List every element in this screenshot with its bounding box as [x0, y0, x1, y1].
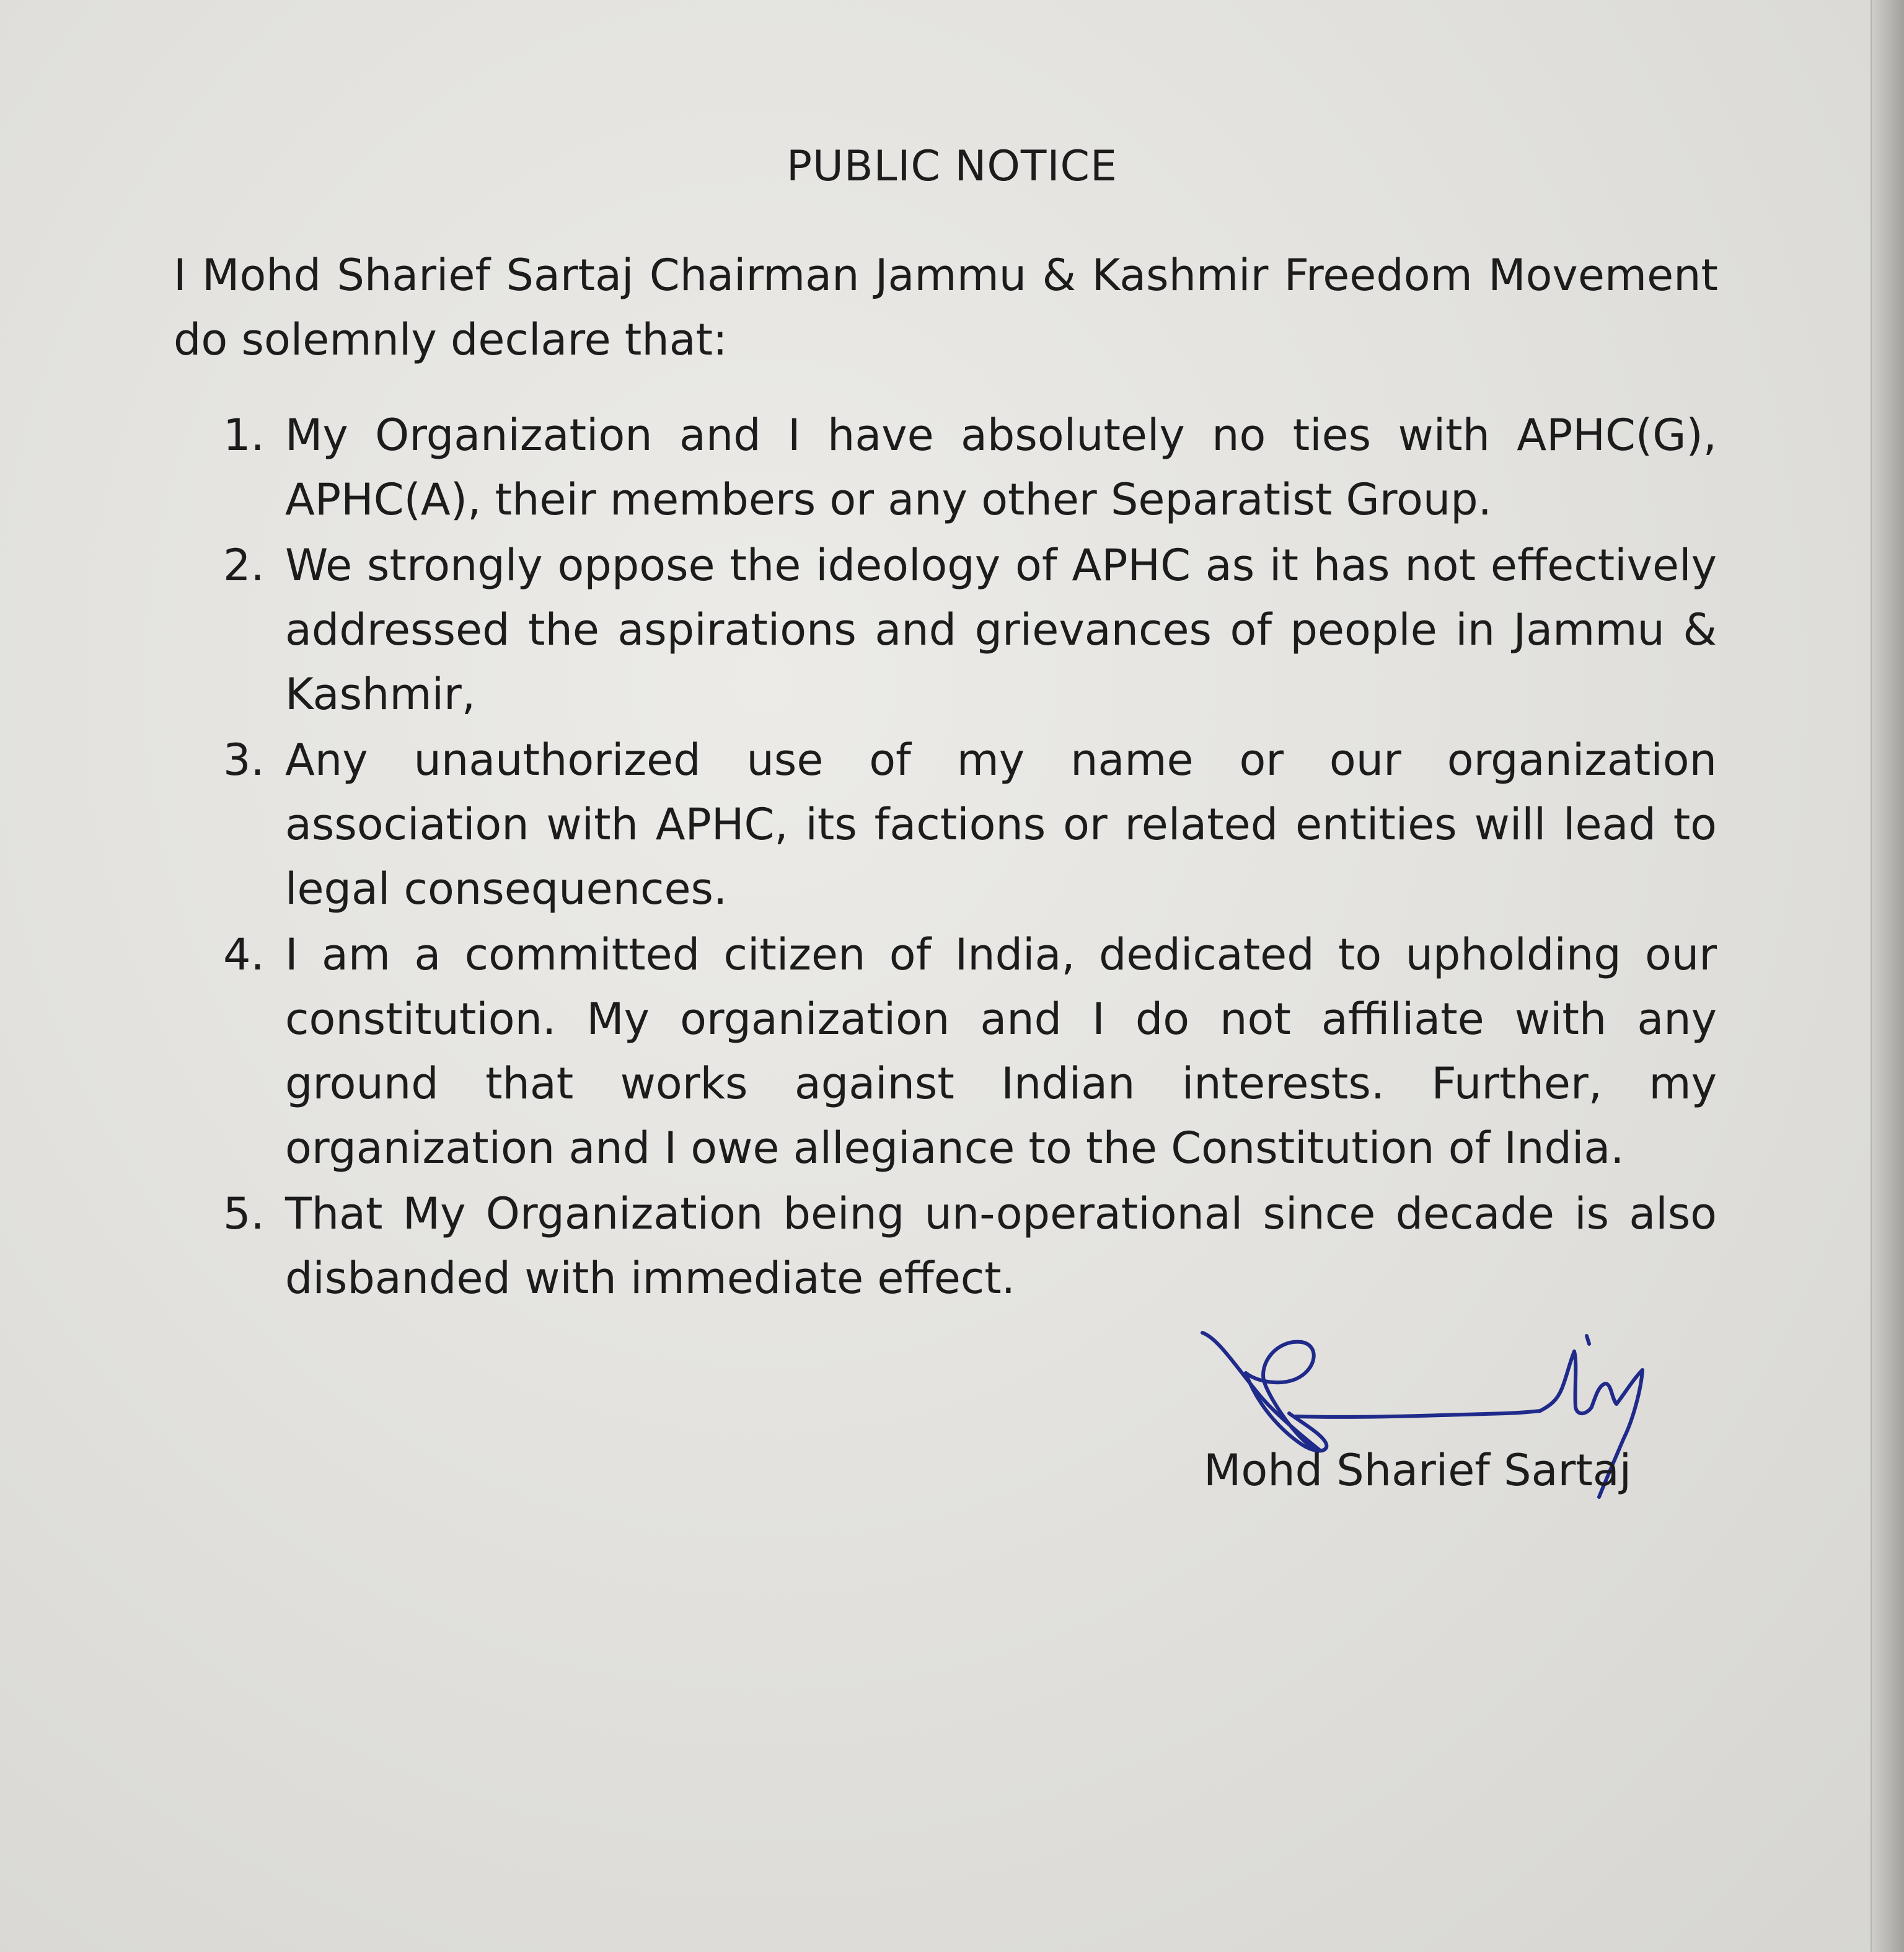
declaration-point-4: [223, 922, 1717, 1180]
point-number: 1.: [223, 410, 265, 461]
point-number: 2.: [223, 540, 265, 591]
point-text: Any unauthorized use of my name or our organization association with APHC, its factions or related entities will lead to legal consequences.: [285, 735, 1717, 914]
notice-title: PUBLIC NOTICE: [787, 142, 1117, 191]
paper-edge: [1871, 0, 1904, 1952]
declaration-point-2: [223, 533, 1717, 726]
point-number: 4.: [223, 929, 265, 980]
declaration-point-1: [223, 403, 1717, 532]
point-text: That My Organization being un-operational since decade is also disbanded with immediate effect.: [285, 1188, 1717, 1304]
point-text: We strongly oppose the ideology of APHC as it has not effectively addressed the aspirations and grievances of people in Jammu & Kashmir,: [285, 540, 1717, 720]
point-text: My Organization and I have absolutely no ties with APHC(G), APHC(A), their members or any other Separatist Group.: [285, 410, 1717, 525]
point-text: I am a committed citizen of India, dedicated to upholding our constitution. My organization and I do not affiliate with any ground that works against Indian interests. Further, my organization and I owe allegiance to the Constitution of India.: [285, 929, 1717, 1173]
declaration-intro: I Mohd Sharief Sartaj Chairman Jammu & Kashmir Freedom Movement do solemnly declare that:: [174, 250, 1718, 365]
declaration-point-5: [223, 1181, 1717, 1310]
declaration-points: [223, 403, 1717, 1312]
signatory-name: Mohd Sharief Sartaj: [1204, 1445, 1632, 1496]
point-number: 3.: [223, 735, 265, 785]
point-number: 5.: [223, 1188, 265, 1239]
declaration-point-3: [223, 728, 1717, 921]
